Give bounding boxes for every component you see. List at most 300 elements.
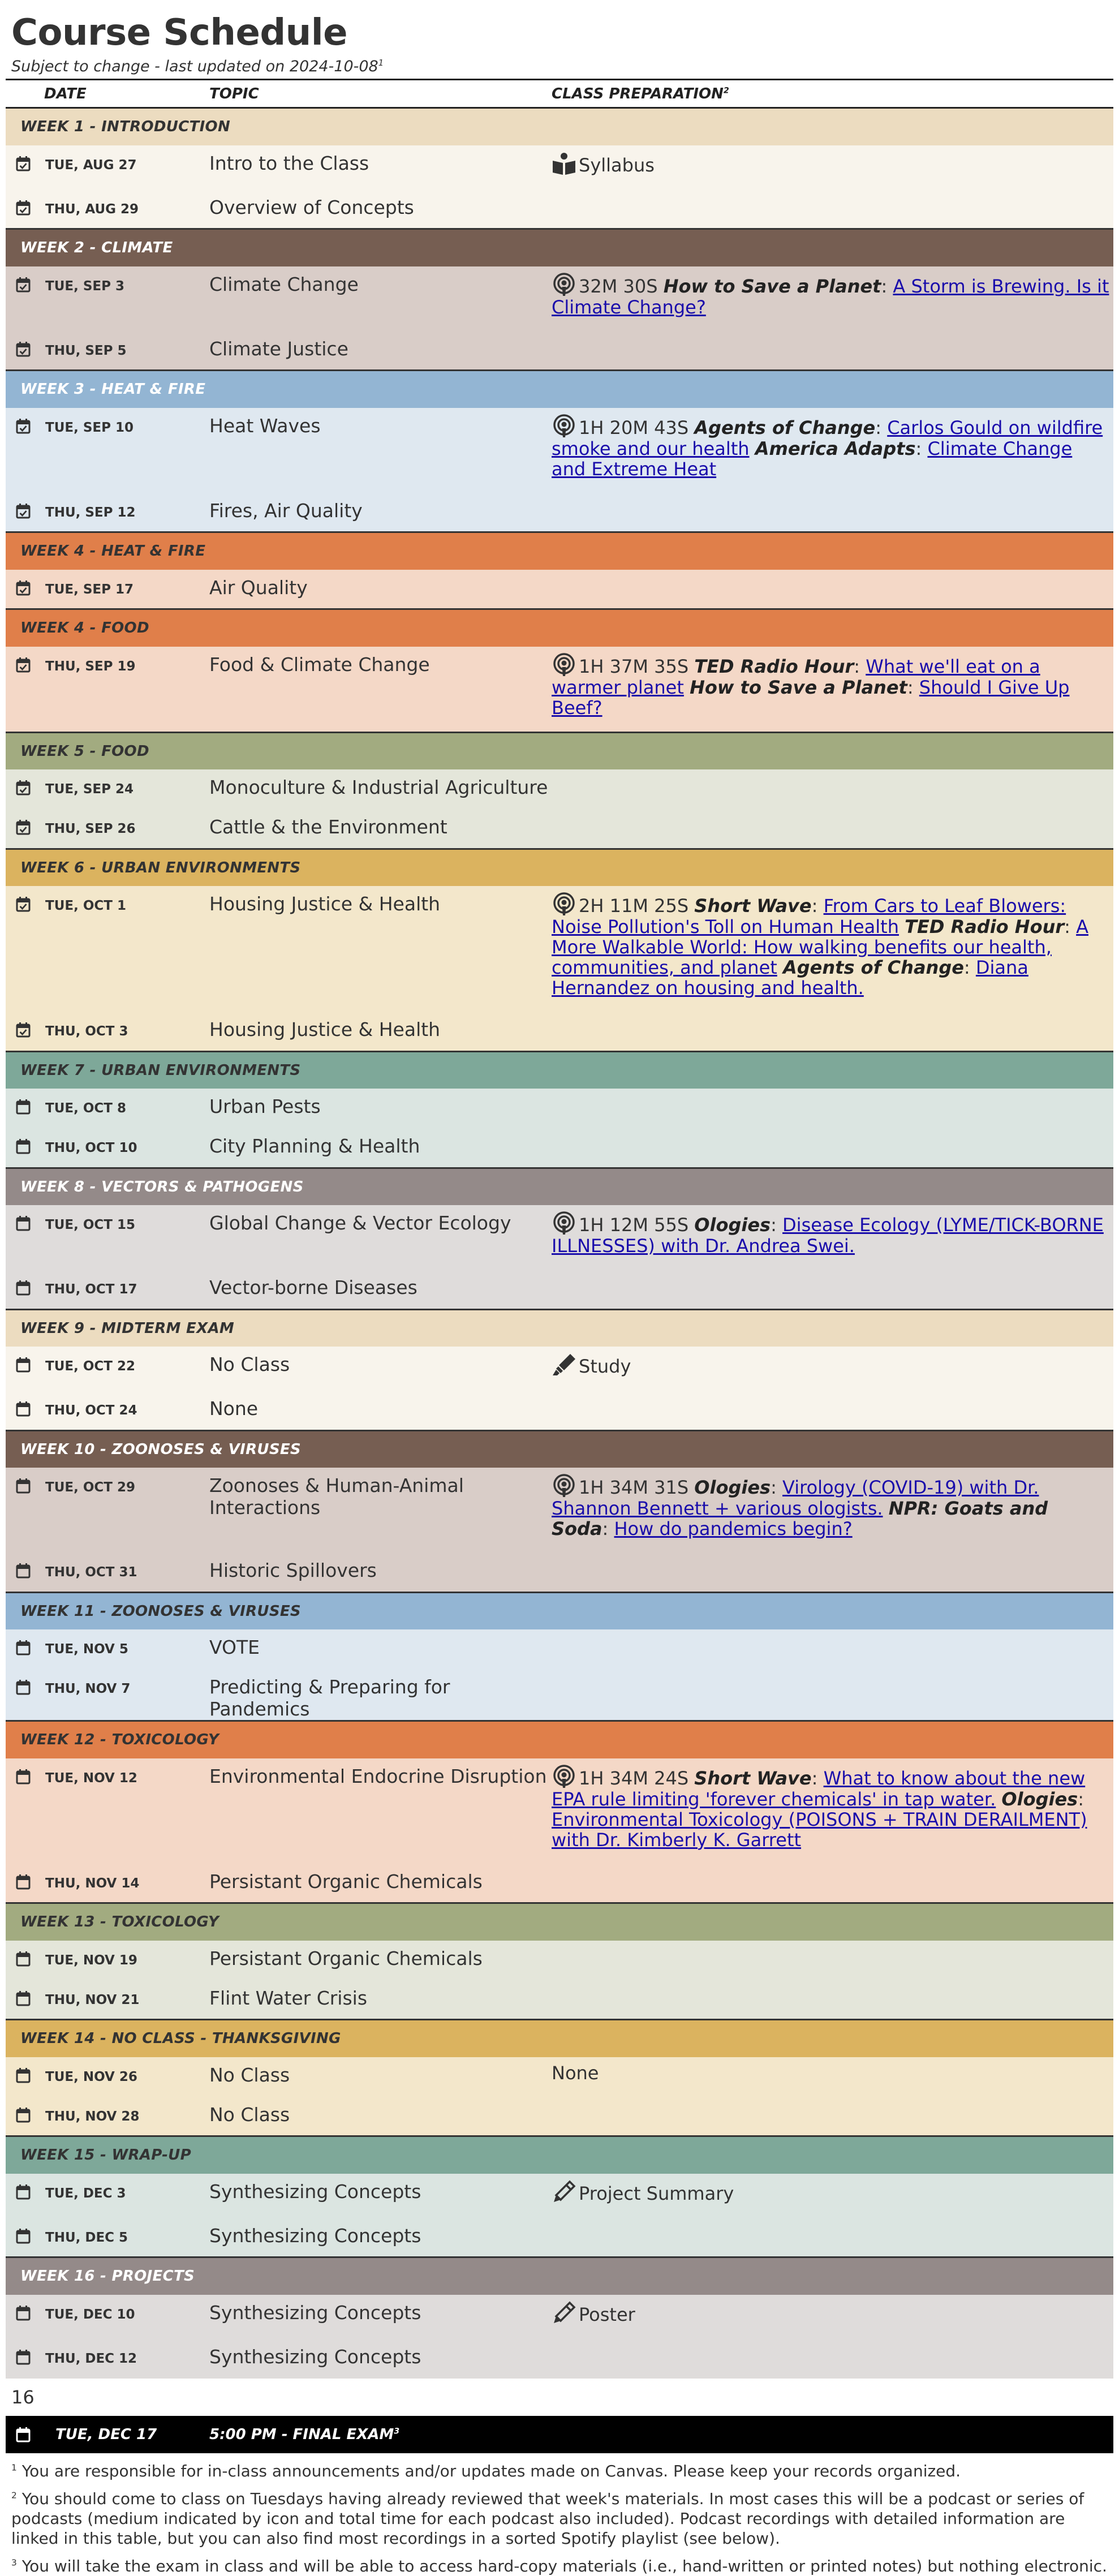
class-date — [6, 145, 209, 190]
calendar-icon — [16, 2228, 31, 2244]
class-row — [6, 1553, 1113, 1592]
class-date-text: TUE, DEC 3 — [45, 2186, 126, 2201]
class-date — [6, 1864, 209, 1903]
class-row — [6, 769, 1113, 809]
calendar-check-icon — [16, 200, 31, 216]
class-row — [6, 1941, 1113, 1980]
week-label: WEEK 12 - TOXICOLOGY — [6, 1721, 1113, 1758]
podcast-episode-link[interactable]: Diana Hernandez on housing and health. — [552, 957, 1028, 999]
class-prep — [552, 1012, 1113, 1051]
podcast-icon — [552, 1764, 576, 1789]
podcast-show: Agents of Change — [782, 957, 964, 978]
class-date-text: TUE, OCT 1 — [45, 898, 126, 913]
calendar-check-icon — [16, 580, 31, 596]
final-exam-date — [6, 2426, 209, 2443]
week-header-row — [6, 1309, 1113, 1347]
class-date — [6, 769, 209, 809]
week-label: WEEK 1 - INTRODUCTION — [6, 108, 1113, 145]
class-row — [6, 1012, 1113, 1051]
podcast-show: America Adapts — [755, 437, 916, 459]
week-label: WEEK 5 - FOOD — [6, 732, 1113, 769]
highlighter-icon — [552, 1352, 576, 1377]
class-topic: Climate Change — [209, 273, 359, 295]
class-topic: Fires, Air Quality — [209, 499, 363, 522]
calendar-icon — [16, 2349, 31, 2365]
calendar-icon — [16, 2184, 31, 2200]
class-date-text: TUE, OCT 8 — [45, 1101, 126, 1116]
class-row — [6, 1347, 1113, 1391]
class-row — [6, 1468, 1113, 1553]
class-topic: City Planning & Health — [209, 1135, 420, 1157]
class-prep — [552, 2097, 1113, 2136]
class-date — [6, 331, 209, 371]
class-date — [6, 1980, 209, 2020]
schedule-body — [6, 108, 1113, 2379]
class-topic: Synthesizing Concepts — [209, 2180, 421, 2203]
podcast-icon — [552, 272, 576, 297]
podcast-episode-link[interactable]: Should I Give Up Beef? — [552, 676, 1070, 719]
podcast-duration: 2H 11M 25S — [579, 895, 689, 917]
class-topic: No Class — [209, 2063, 290, 2086]
class-prep: 1H 12M 55S Ologies: Disease Ecology (LYME/TICK-BORNE ILLNESSES) with Dr. Andrea Swei. — [552, 1205, 1113, 1270]
week-label: WEEK 14 - NO CLASS - THANKSGIVING — [6, 2020, 1113, 2057]
footnote — [11, 2556, 1108, 2576]
prep-text: Project Summary — [579, 2182, 734, 2204]
class-date — [6, 570, 209, 609]
footnote-ref[interactable]: 2 — [723, 85, 729, 95]
class-topic: No Class — [209, 1353, 290, 1375]
footnote-ref[interactable]: 3 — [394, 2426, 400, 2436]
class-prep — [552, 1629, 1113, 1669]
class-topic: None — [209, 1397, 259, 1420]
class-prep — [552, 2295, 1113, 2339]
footnote-text: You are responsible for in-class announcements and/or updates made on Canvas. Please keep your records organized. — [21, 2461, 961, 2480]
week-label: WEEK 2 - CLIMATE — [6, 229, 1113, 266]
week-header-row — [6, 1168, 1113, 1205]
class-date — [6, 266, 209, 331]
class-prep — [552, 190, 1113, 229]
class-date-text: TUE, DEC 10 — [45, 2307, 135, 2322]
week-count: 16 — [11, 2386, 35, 2408]
prep-text: Poster — [579, 2303, 635, 2325]
calendar-check-icon — [16, 1022, 31, 1038]
calendar-icon — [16, 2107, 31, 2123]
class-topic: Heat Waves — [209, 414, 321, 437]
week-header-row — [6, 1592, 1113, 1629]
class-date-text: THU, OCT 31 — [45, 1565, 137, 1580]
class-date-text: THU, NOV 28 — [45, 2109, 140, 2124]
class-row — [6, 1089, 1113, 1128]
prep-text: Study — [579, 1356, 631, 1377]
calendar-icon — [16, 1099, 31, 1115]
class-row — [6, 2174, 1113, 2218]
podcast-episode-link[interactable]: From Cars to Leaf Blowers: Noise Pollution's Toll on Human Health — [552, 895, 1066, 937]
class-date-text: TUE, SEP 17 — [45, 582, 134, 597]
class-date-text: THU, DEC 5 — [45, 2230, 128, 2245]
class-date — [6, 1012, 209, 1051]
calendar-icon — [16, 1951, 31, 1967]
podcast-show: Agents of Change — [694, 416, 876, 438]
footnote-number: 1 — [11, 2462, 17, 2473]
week-label: WEEK 6 - URBAN ENVIRONMENTS — [6, 849, 1113, 886]
podcast-episode-link[interactable]: A Storm is Brewing. Is it Climate Change? — [552, 275, 1109, 318]
class-row — [6, 266, 1113, 331]
footnote-number: 3 — [11, 2557, 17, 2568]
class-date — [6, 1347, 209, 1391]
footnote — [11, 2489, 1108, 2548]
week-header-row — [6, 371, 1113, 408]
week-label: WEEK 9 - MIDTERM EXAM — [6, 1309, 1113, 1347]
class-row — [6, 145, 1113, 190]
calendar-check-icon — [16, 341, 31, 357]
class-date — [6, 1758, 209, 1864]
class-prep — [552, 809, 1113, 849]
page-header — [0, 0, 1119, 75]
class-topic: Global Change & Vector Ecology — [209, 1212, 511, 1234]
calendar-icon — [16, 2067, 31, 2083]
class-date-text: TUE, OCT 15 — [45, 1218, 135, 1232]
calendar-check-icon — [16, 418, 31, 434]
class-topic: Urban Pests — [209, 1095, 321, 1117]
prep-text: Syllabus — [579, 154, 655, 176]
week-header-row — [6, 108, 1113, 145]
podcast-icon — [552, 652, 576, 677]
class-prep — [552, 570, 1113, 609]
podcast-duration: 1H 34M 31S — [579, 1477, 689, 1498]
class-topic: Climate Justice — [209, 337, 348, 360]
podcast-episode-link[interactable]: What to know about the new EPA rule limiting 'forever chemicals' in tap water. — [552, 1767, 1086, 1810]
podcast-episode-link[interactable]: Climate Change and Extreme Heat — [552, 437, 1073, 480]
calendar-check-icon — [16, 503, 31, 519]
class-date — [6, 1205, 209, 1270]
class-date-text: TUE, SEP 3 — [45, 278, 124, 294]
footnote-ref[interactable]: 1 — [378, 58, 384, 68]
calendar-icon — [16, 1769, 31, 1784]
class-date-text: TUE, OCT 22 — [45, 1359, 135, 1374]
calendar-icon — [16, 2305, 31, 2321]
class-row — [6, 1864, 1113, 1903]
book-icon — [552, 151, 576, 176]
week-label: WEEK 16 - PROJECTS — [6, 2257, 1113, 2295]
class-prep — [552, 1391, 1113, 1430]
week-label: WEEK 11 - ZOONOSES & VIRUSES — [6, 1592, 1113, 1629]
pen-icon — [552, 2179, 576, 2204]
podcast-episode-link[interactable]: Virology (COVID-19) with Dr. Shannon Bennett + various ologists. — [552, 1477, 1039, 1519]
class-date-text: THU, DEC 12 — [45, 2351, 137, 2366]
class-prep — [552, 2218, 1113, 2257]
final-exam-time-text: 5:00 PM - FINAL EXAM — [209, 2426, 394, 2443]
column-header-prep-label: CLASS PREPARATION — [552, 85, 724, 102]
week-label: WEEK 8 - VECTORS & PATHOGENS — [6, 1168, 1113, 1205]
class-prep: 32M 30S How to Save a Planet: A Storm is Brewing. Is it Climate Change? — [552, 266, 1113, 331]
calendar-check-icon — [16, 657, 31, 673]
class-date — [6, 408, 209, 493]
class-row — [6, 493, 1113, 532]
podcast-duration: 1H 20M 43S — [579, 416, 689, 438]
class-prep: 1H 37M 35S TED Radio Hour: What we'll eat on a warmer planet How to Save a Planet: Should I Give Up Beef? — [552, 647, 1113, 733]
calendar-icon — [16, 1640, 31, 1655]
podcast-show: Ologies — [694, 1214, 771, 1236]
week-header-row — [6, 732, 1113, 769]
class-prep — [552, 1270, 1113, 1309]
final-exam-time — [209, 2426, 1113, 2443]
calendar-check-icon — [16, 780, 31, 795]
class-topic: Predicting & Preparing for Pandemics — [209, 1676, 450, 1720]
calendar-check-icon — [16, 156, 31, 171]
class-date — [6, 2218, 209, 2257]
class-topic: Historic Spillovers — [209, 1559, 377, 1581]
class-row — [6, 331, 1113, 371]
class-date — [6, 2295, 209, 2339]
column-header-prep — [552, 80, 1113, 108]
page-subtitle — [11, 58, 1108, 75]
class-topic: Food & Climate Change — [209, 653, 430, 676]
class-topic: Monoculture & Industrial Agriculture — [209, 776, 548, 798]
class-date — [6, 2339, 209, 2379]
class-date-text: TUE, SEP 10 — [45, 420, 134, 435]
class-date — [6, 1128, 209, 1168]
class-date-text: THU, SEP 19 — [45, 659, 136, 674]
prep-text: None — [552, 2062, 599, 2084]
class-topic: Environmental Endocrine Disruption — [209, 1765, 547, 1787]
podcast-show: NPR: Goats and Soda — [552, 1498, 1048, 1539]
week-label: WEEK 15 - WRAP-UP — [6, 2136, 1113, 2174]
calendar-icon — [16, 1401, 31, 1417]
class-topic: Synthesizing Concepts — [209, 2224, 421, 2247]
class-prep — [552, 1669, 1113, 1721]
week-label: WEEK 7 - URBAN ENVIRONMENTS — [6, 1051, 1113, 1089]
podcast-episode-link[interactable]: What we'll eat on a warmer planet — [552, 655, 1040, 698]
calendar-icon — [16, 1679, 31, 1695]
class-row — [6, 1391, 1113, 1430]
class-prep — [552, 1347, 1113, 1391]
week-label: WEEK 10 - ZOONOSES & VIRUSES — [6, 1430, 1113, 1468]
class-date — [6, 1629, 209, 1669]
class-prep — [552, 331, 1113, 371]
podcast-episode-link[interactable]: Environmental Toxicology (POISONS + TRAIN DERAILMENT) with Dr. Kimberly K. Garrett — [552, 1808, 1087, 1851]
class-date-text: TUE, AUG 27 — [45, 157, 137, 173]
class-date-text: TUE, NOV 19 — [45, 1953, 137, 1968]
week-header-row — [6, 849, 1113, 886]
class-row — [6, 1980, 1113, 2020]
week-header-row — [6, 2020, 1113, 2057]
podcast-episode-link[interactable]: How do pandemics begin? — [614, 1518, 853, 1539]
podcast-show: TED Radio Hour — [694, 655, 854, 677]
week-label: WEEK 4 - HEAT & FIRE — [6, 532, 1113, 570]
table-header-row — [6, 80, 1113, 108]
class-date-text: TUE, SEP 24 — [45, 782, 134, 797]
class-date-text: TUE, NOV 5 — [45, 1642, 128, 1657]
class-topic: Overview of Concepts — [209, 196, 414, 218]
class-row — [6, 2295, 1113, 2339]
calendar-icon — [16, 1563, 31, 1579]
footnote — [11, 2461, 1108, 2481]
calendar-check-icon — [16, 896, 31, 912]
class-date-text: TUE, OCT 29 — [45, 1480, 135, 1495]
class-date-text: THU, OCT 24 — [45, 1403, 137, 1418]
class-date — [6, 647, 209, 733]
podcast-show: How to Save a Planet — [690, 676, 907, 698]
class-prep — [552, 1089, 1113, 1128]
class-topic: Flint Water Crisis — [209, 1986, 368, 2009]
class-date-text: TUE, NOV 12 — [45, 1770, 137, 1786]
calendar-icon — [16, 1138, 31, 1154]
class-prep — [552, 2174, 1113, 2218]
class-date — [6, 1669, 209, 1721]
class-row — [6, 2218, 1113, 2257]
class-prep: 2H 11M 25S Short Wave: From Cars to Leaf Blowers: Noise Pollution's Toll on Human Health TED Radio Hour: A More Walkable World: How walking benefits our health, communities, and planet Agents of Change: Diana Hernandez on housing and health. — [552, 886, 1113, 1012]
class-topic: Persistant Organic Chemicals — [209, 1947, 483, 1969]
class-date — [6, 1941, 209, 1980]
podcast-icon — [552, 414, 576, 438]
podcast-duration: 1H 12M 55S — [579, 1214, 689, 1236]
week-header-row — [6, 532, 1113, 570]
calendar-icon — [16, 1990, 31, 2006]
class-row — [6, 1270, 1113, 1309]
class-date-text: TUE, NOV 26 — [45, 2069, 137, 2084]
class-row — [6, 1669, 1113, 1721]
podcast-episode-link[interactable]: Disease Ecology (LYME/TICK-BORNE ILLNESSES) with Dr. Andrea Swei. — [552, 1214, 1104, 1257]
podcast-show: Ologies — [1001, 1788, 1078, 1810]
class-date — [6, 1391, 209, 1430]
class-prep — [552, 1128, 1113, 1168]
class-prep — [552, 1941, 1113, 1980]
class-topic: Vector-borne Diseases — [209, 1276, 418, 1298]
calendar-icon — [16, 1215, 31, 1231]
footnote-text: You will take the exam in class and will be able to access hard-copy materials (i.e., hand-written or printed notes) but nothing electronic. — [21, 2556, 1107, 2575]
class-prep: 1H 34M 24S Short Wave: What to know about the new EPA rule limiting 'forever chemicals' in tap water. Ologies: Environmental Toxicology (POISONS + TRAIN DERAILMENT) with Dr. Kimberly K. Garrett — [552, 1758, 1113, 1864]
class-prep — [552, 1553, 1113, 1592]
column-header-topic: TOPIC — [209, 80, 552, 108]
class-date — [6, 2057, 209, 2097]
class-topic: Air Quality — [209, 576, 308, 599]
class-date-text: THU, OCT 3 — [45, 1024, 128, 1039]
calendar-check-icon — [16, 277, 31, 293]
class-row — [6, 1629, 1113, 1669]
calendar-check-icon — [16, 819, 31, 835]
class-date-text: THU, SEP 5 — [45, 343, 127, 358]
podcast-show: Ologies — [694, 1477, 771, 1498]
podcast-duration: 32M 30S — [579, 275, 658, 297]
podcast-duration: 1H 34M 24S — [579, 1767, 689, 1789]
class-row — [6, 570, 1113, 609]
week-header-row — [6, 2257, 1113, 2295]
class-row — [6, 647, 1113, 733]
page-title: Course Schedule — [11, 12, 348, 54]
class-date-text: THU, SEP 26 — [45, 822, 136, 836]
podcast-show: Short Wave — [694, 1767, 812, 1789]
week-header-row — [6, 609, 1113, 647]
class-prep — [552, 2339, 1113, 2379]
week-header-row — [6, 1051, 1113, 1089]
class-date — [6, 190, 209, 229]
class-date — [6, 809, 209, 849]
class-row — [6, 1128, 1113, 1168]
class-date — [6, 1089, 209, 1128]
week-header-row — [6, 229, 1113, 266]
class-date — [6, 2174, 209, 2218]
week-label: WEEK 4 - FOOD — [6, 609, 1113, 647]
schedule-table — [6, 79, 1113, 2379]
podcast-episode-link[interactable]: Carlos Gould on wildfire smoke and our health — [552, 416, 1103, 459]
class-date-text: THU, OCT 10 — [45, 1141, 137, 1155]
class-date-text: THU, NOV 7 — [45, 1682, 131, 1696]
class-date-text: THU, AUG 29 — [45, 201, 139, 217]
podcast-icon — [552, 1473, 576, 1498]
podcast-icon — [552, 892, 576, 917]
class-prep — [552, 1980, 1113, 2020]
footnote-number: 2 — [11, 2490, 17, 2501]
class-prep — [552, 2057, 1113, 2097]
week-header-row — [6, 1903, 1113, 1941]
class-date — [6, 1468, 209, 1553]
final-exam-row — [6, 2416, 1113, 2453]
class-date — [6, 886, 209, 1012]
class-topic: Persistant Organic Chemicals — [209, 1870, 483, 1893]
class-row — [6, 886, 1113, 1012]
class-topic: Zoonoses & Human-Animal Interactions — [209, 1474, 464, 1519]
week-label: WEEK 3 - HEAT & FIRE — [6, 371, 1113, 408]
calendar-icon — [16, 1280, 31, 1296]
class-prep — [552, 493, 1113, 532]
class-date-text: THU, NOV 14 — [45, 1876, 140, 1891]
week-header-row — [6, 1721, 1113, 1758]
subtitle-text: Subject to change - last updated on 2024-10-08 — [11, 58, 378, 75]
podcast-show: How to Save a Planet — [663, 275, 881, 297]
week-label: WEEK 13 - TOXICOLOGY — [6, 1903, 1113, 1941]
class-date — [6, 493, 209, 532]
class-row — [6, 809, 1113, 849]
footnotes — [0, 2453, 1119, 2576]
class-topic: Synthesizing Concepts — [209, 2301, 421, 2324]
class-date-text: THU, SEP 12 — [45, 505, 136, 520]
class-prep: 1H 34M 31S Ologies: Virology (COVID-19) with Dr. Shannon Bennett + various ologists. NPR: Goats and Soda: How do pandemics begin? — [552, 1468, 1113, 1553]
podcast-show: TED Radio Hour — [905, 916, 1065, 937]
class-prep — [552, 145, 1113, 190]
class-topic: Synthesizing Concepts — [209, 2345, 421, 2368]
class-date-text: THU, NOV 21 — [45, 1992, 140, 2007]
calendar-icon — [16, 1357, 31, 1373]
footnote-text: You should come to class on Tuesdays having already reviewed that week's materials. In most cases this will be a podcast or series of podcasts (medium indicated by icon and total time for each podcast also included). Podcast recordings with detailed information are linked in this table, but you can also find most recordings in a sorted Spotify playlist (see below). — [11, 2489, 1084, 2548]
class-row — [6, 1758, 1113, 1864]
class-prep — [552, 1864, 1113, 1903]
podcast-episode-link[interactable]: A More Walkable World: How walking benefits our health, communities, and planet — [552, 916, 1088, 978]
class-row — [6, 2339, 1113, 2379]
podcast-icon — [552, 1211, 576, 1236]
calendar-icon — [16, 2427, 31, 2442]
pen-icon — [552, 2300, 576, 2325]
class-topic: Intro to the Class — [209, 152, 369, 174]
class-prep: 1H 20M 43S Agents of Change: Carlos Gould on wildfire smoke and our health America Adapts: Climate Change and Extreme Heat — [552, 408, 1113, 493]
column-header-date: DATE — [6, 80, 209, 108]
class-date — [6, 1270, 209, 1309]
class-date — [6, 1553, 209, 1592]
class-date — [6, 2097, 209, 2136]
class-date-text: THU, OCT 17 — [45, 1282, 137, 1297]
final-exam-date-text: TUE, DEC 17 — [55, 2426, 157, 2443]
week-header-row — [6, 1430, 1113, 1468]
week-header-row — [6, 2136, 1113, 2174]
calendar-icon — [16, 1874, 31, 1890]
class-topic: VOTE — [209, 1636, 260, 1658]
class-row — [6, 408, 1113, 493]
class-topic: Housing Justice & Health — [209, 893, 441, 915]
podcast-duration: 1H 37M 35S — [579, 655, 689, 677]
class-row — [6, 2097, 1113, 2136]
class-topic: Cattle & the Environment — [209, 816, 447, 838]
class-row — [6, 1205, 1113, 1270]
class-topic: No Class — [209, 2103, 290, 2126]
